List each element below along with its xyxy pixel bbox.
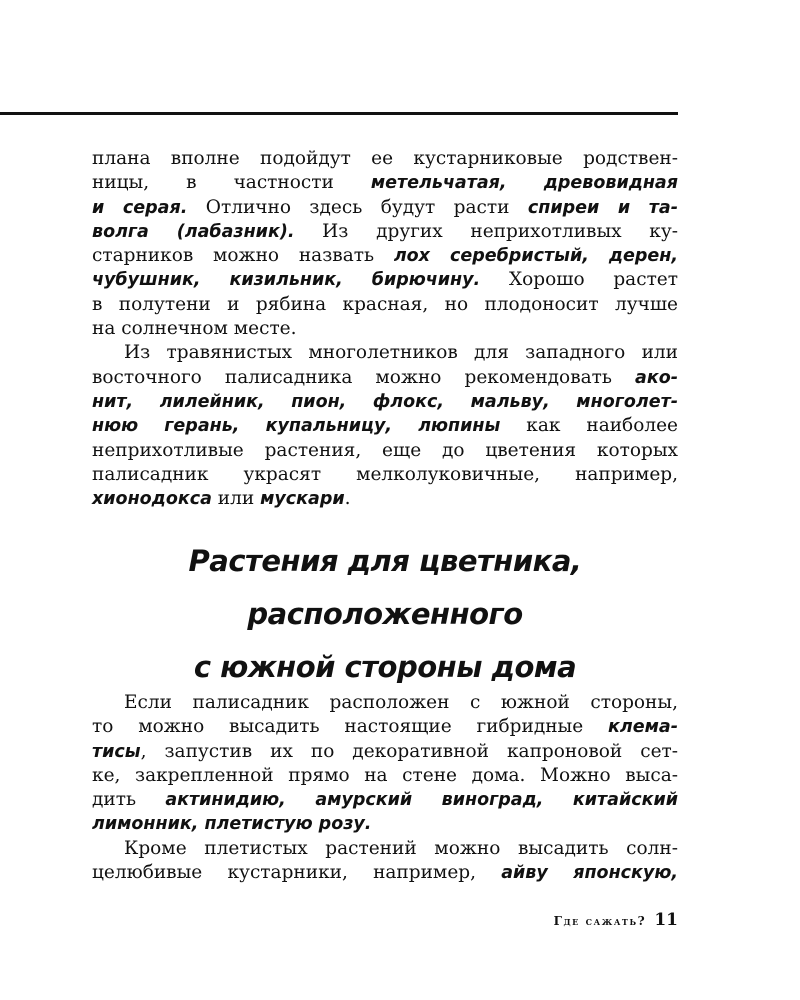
text-line: [92, 788, 678, 812]
text-line: [92, 390, 678, 414]
emphasis-text: лох серебристый, дерен,: [393, 246, 678, 267]
emphasis-text: чубушник, кизильник, бирючину.: [92, 270, 481, 291]
text-run: , запустив их по декоративной капроновой сет-: [140, 740, 678, 762]
text-line: [92, 861, 678, 885]
running-footer-title: Где сажать?: [553, 914, 647, 928]
heading-line: с южной стороны дома: [193, 650, 577, 684]
body-text-bottom: [92, 691, 678, 885]
text-line: [92, 439, 678, 463]
text-line: [92, 764, 678, 788]
paragraph-2: [92, 341, 678, 511]
emphasis-text: актинидию, амурский виноград, китайский: [165, 790, 678, 811]
text-run: старников можно назвать: [92, 245, 394, 267]
paragraph-3: [92, 691, 678, 837]
text-run: целюбивые кустарники, например,: [92, 862, 502, 884]
text-line: [92, 691, 678, 715]
text-run: восточного палисадника можно рекомендовать: [92, 366, 636, 388]
emphasis-text: мускари: [260, 489, 345, 510]
text-line: [92, 317, 678, 341]
text-run: Если палисадник расположен с южной стороны,: [124, 692, 678, 713]
text-line: [92, 147, 678, 171]
text-run: Из травянистых многолетников для западного или: [124, 342, 678, 364]
text-run: палисадник украсят мелколуковичные, например,: [92, 463, 678, 485]
text-run: или: [211, 488, 261, 510]
text-line: [92, 171, 678, 195]
emphasis-text: лимонник, плетистую розу.: [92, 814, 372, 835]
text-run: ницы, в частности: [92, 172, 371, 194]
text-line: [92, 715, 678, 739]
emphasis-text: метельчатая, древовидная: [370, 173, 678, 194]
emphasis-text: нит, лилейник, пион, флокс, мальву, многолет-: [92, 391, 678, 412]
emphasis-text: и серая.: [92, 197, 188, 218]
text-line: [92, 463, 678, 487]
text-run: Кроме плетистых растений можно высадить солн-: [124, 837, 678, 859]
heading-line: расположенного: [247, 597, 523, 631]
header-rule: [0, 112, 678, 115]
text-run: Отлично здесь будут расти: [187, 196, 528, 218]
page-number: 11: [654, 910, 678, 930]
emphasis-text: ако-: [635, 367, 678, 388]
text-run: как наиболее: [500, 415, 678, 437]
text-run: ке, закрепленной прямо на стене дома. Можно выса-: [92, 764, 678, 786]
text-run: Хорошо растет: [480, 269, 678, 291]
text-run: то можно высадить настоящие гибридные: [92, 716, 609, 738]
emphasis-text: хионодокса: [92, 489, 212, 510]
emphasis-text: айву японскую,: [501, 863, 678, 884]
page-footer: [554, 910, 678, 930]
emphasis-text: тисы: [92, 741, 141, 762]
text-line: [92, 837, 678, 861]
text-run: в полутени и рябина красная, но плодоносит лучше: [92, 293, 678, 315]
text-run: .: [344, 488, 351, 510]
text-line: [92, 293, 678, 317]
text-run: дить: [92, 789, 166, 811]
text-run: неприхотливые растения, еще до цветения которых: [92, 439, 678, 461]
text-line: [92, 244, 678, 268]
emphasis-text: волга (лабазник).: [92, 221, 295, 242]
text-line: [92, 341, 678, 365]
text-line: [92, 740, 678, 764]
emphasis-text: нюю герань, купальницу, люпины: [92, 416, 501, 437]
body-text-top: [92, 147, 678, 511]
text-line: [92, 220, 678, 244]
text-run: Из других неприхотливых ку-: [294, 220, 678, 242]
text-run: плана вполне подойдут ее кустарниковые родствен-: [92, 148, 678, 169]
paragraph-4: [92, 837, 678, 886]
paragraph-1: [92, 147, 678, 341]
emphasis-text: клема-: [608, 717, 678, 738]
text-line: [92, 812, 678, 836]
emphasis-text: спиреи и та-: [527, 197, 679, 218]
heading-line: Растения для цветника,: [188, 544, 582, 578]
text-run: на солнечном месте.: [92, 318, 297, 340]
text-line: [92, 487, 678, 511]
text-line: [92, 196, 678, 220]
text-line: [92, 366, 678, 390]
text-line: [92, 268, 678, 292]
text-line: [92, 414, 678, 438]
section-heading: [92, 535, 678, 694]
